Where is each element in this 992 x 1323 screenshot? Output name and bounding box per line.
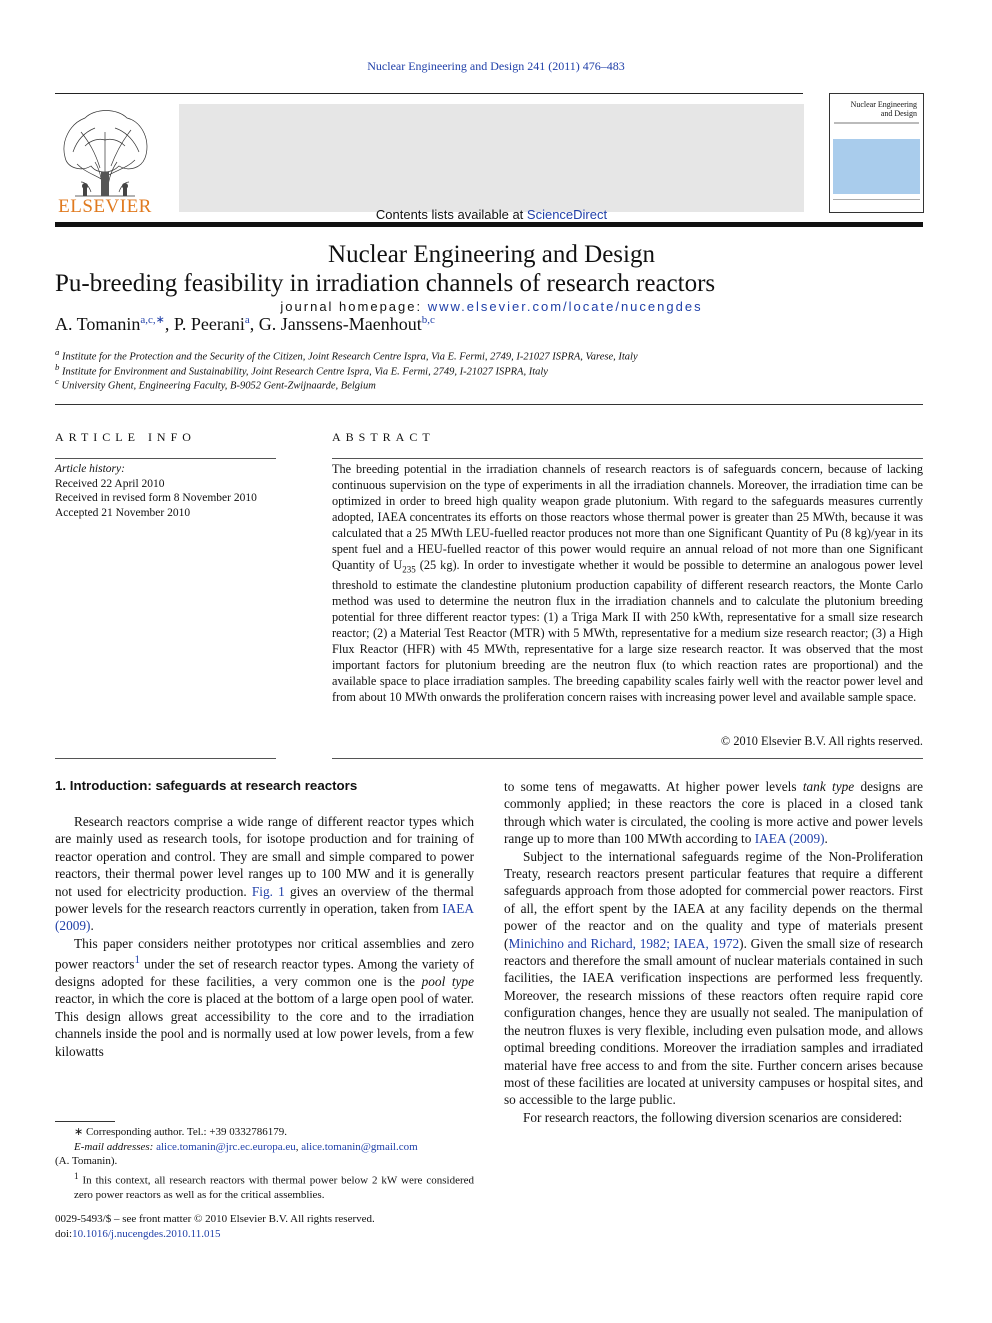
publisher-name: ELSEVIER [58,196,152,217]
citation-link[interactable]: Minichino and Richard, 1982; IAEA, 1972 [508,935,740,951]
elsevier-logo [55,102,155,218]
contents-line: Contents lists available at ScienceDirect [375,207,608,222]
divider [55,758,276,759]
paragraph: Subject to the international safeguards regime of the Non-Proliferation Treaty, research reactors present particular features that require a different safeguards approach from those adopted for commercial power reactors. First of all, the effort spent by the IAEA at any facility depends on the thermal power of the reactor and on the quality and type of materials present (Minichino and Richard, 1982; IAEA, 1972). Given the small size of research reactors and therefore the small amount of nuclear materials contained in such facilities, the IAEA verification inspections are performed less frequently. Moreover, the research missions of these reactors often require rapid core configuration changes, hence they are usually not sealed. The manipulation of the neutron fluxes is very flexible, including even pulsation mode, and allows optimal breeding conditions. Moreover the irradiation samples and irradiated material have free access to and from the site. Further concern arises because most of these facilities are located at university campuses or hospital sites, and so accessible to the large public. [504,848,924,1108]
article-history [55,462,276,520]
journal-homepage: journal homepage: www.elsevier.com/locate/nucengdes [280,299,703,314]
citation-link[interactable]: IAEA (2009) [754,831,825,847]
email-link[interactable]: alice.tomanin@jrc.ec.europa.eu [156,1140,296,1153]
affiliation-c: $^c$ University Ghent, Engineering Faculty, B-9052 Gent-Zwijnaarde, Belgium [55,376,376,392]
affiliation-a: $^a$ Institute for the Protection and the Security of the Citizen, Joint Research Centre Ispra, Via E. Fermi, 2749, I-21027 ISPRA, Varese, Italy [55,347,638,363]
paragraph: to some tens of megawatts. At higher power levels tank type designs are commonly applied; in these reactors the core is placed in a closed tank through which water is circulated, the cooling is more active and power levels range up to more than 100 MWth according to IAEA (2009). [504,779,923,847]
footnote-link[interactable]: 1 [134,954,141,967]
email-link[interactable]: alice.tomanin@gmail.com [301,1140,418,1153]
email-owner: (A. Tomanin). [55,1155,118,1167]
cover-footer [833,199,920,208]
abstract-heading: ABSTRACT [332,430,435,444]
corresponding-author-note: ∗ Corresponding author. Tel.: +39 0332786179. [74,1126,288,1138]
author-affiliation-marks[interactable]: b,c [421,314,435,326]
section-heading: 1. Introduction: safeguards at research reactors [55,778,358,793]
issn-line: 0029-5493/$ – see front matter © 2010 Elsevier B.V. All rights reserved. [55,1213,375,1225]
header-thick-rule [55,222,923,227]
sciencedirect-link[interactable]: ScienceDirect [526,207,608,222]
footnote-1: $^1$ In this context, all research reactors with thermal power below 2 kW were considered zero power reactors as well as for the critical assemblies. [74,1170,474,1201]
author-name[interactable]: A. Tomanin [55,314,141,334]
footnote-rule [55,1121,115,1122]
article-info-heading: ARTICLE INFO [55,430,196,444]
author-list: A. Tomanin$^{a,c,∗}$, P. Peerani$^a$, G. Janssens-Maenhout$^{b,c}$ [55,314,435,334]
journal-name: Nuclear Engineering and Design [328,241,655,268]
divider [55,404,923,405]
paragraph: This paper considers neither prototypes nor critical assemblies and zero power reactors$^1$ under the set of research reactor types. Among the variety of designs adopted for these facilities, a very common one is the pool type reactor, in which the core is placed at the bottom of a large open pool of water. This design allows great accessibility to the core and to the irradiation channels inside the pool and is normally used at low power levels, from a few kilowatts [55,935,474,1059]
divider [55,458,276,459]
revised-date: Received in revised form 8 November 2010 [55,492,257,504]
cover-image [833,139,920,194]
footnotes [55,1125,474,1202]
divider [332,458,923,459]
paragraph: Research reactors comprise a wide range of different reactor types which are mainly used as research tools, for isotope production and for training of reactor operation and control. They are small and simple compared to power reactors, their thermal power level ranges up to 100 MW and it is generally not used for electricity production. Fig. 1 gives an overview of the thermal power levels for the research reactors currently in operation, taken from IAEA (2009). [55,814,474,934]
paragraph: For research reactors, the following diversion scenarios are considered: [523,1109,903,1125]
citation-link[interactable]: IAEA (2009) [55,901,474,934]
journal-cover-thumbnail[interactable] [829,93,924,213]
doi-link[interactable]: 10.1016/j.nucengdes.2010.11.015 [72,1227,221,1240]
history-heading: Article history: [55,463,125,475]
affiliation-b: $^b$ Institute for Environment and Sustainability, Joint Research Centre Ispra, Via E. Fermi, 2749, I-21027 ISPRA, Italy [55,362,548,378]
divider [332,758,923,759]
author-affiliation-marks[interactable]: a [244,314,250,326]
author-name[interactable]: G. Janssens-Maenhout [258,314,422,334]
abstract-copyright: © 2010 Elsevier B.V. All rights reserved. [720,734,923,748]
journal-citation[interactable]: Nuclear Engineering and Design 241 (2011) 476–483 [367,59,625,73]
figure-link[interactable]: Fig. 1 [251,883,285,899]
author-name[interactable]: P. Peerani [173,314,245,334]
header-rule [55,93,803,94]
email-addresses: E-mail addresses: alice.tomanin@jrc.ec.europa.eu, alice.tomanin@gmail.com [74,1140,418,1153]
cover-subtitle-line [834,122,919,124]
author-affiliation-marks[interactable]: a,c,∗ [140,314,165,326]
accepted-date: Accepted 21 November 2010 [55,506,191,519]
body-column-right [504,778,923,1126]
received-date: Received 22 April 2010 [55,477,165,490]
abstract-text: The breeding potential in the irradiation channels of research reactors is of safeguards concern, because of lacking continuous supervision on the type of experiments in all the irradiation channels. Moreover, the irradiation time can be optimized in order to breed high quality weapon grade plutonium. With regard to the safeguards measures currently adopted, IAEA concentrates its efforts on those reactors whose thermal power is greater than 25 MWth, because it was calculated that a 25 MWth LEU-fuelled reactor produces not more than one Significant Quantity of Pu (8 kg)/year in its spent fuel and a HEU-fuelled reactor of this power would require an annual reload of not more than one Significant Quantity of $U_{235}$ (25 kg). In order to investigate whether it would be possible to determine an analogous power level threshold to estimate the clandestine plutonium production capability of different research reactors, the Monte Carlo method was used to determine the neutron flux in the irradiation channels and to calculate the plutonium breeding potential for three different reactor types: (1) a Triga Mark II with 250 kWth, representative for a small size research reactor; (2) a Material Test Reactor (MTR) with 5 MWth, representative for a medium size research reactor; (3) a High Flux Reactor (HFR) with 45 MWth, representative for a large size research reactor. It was observed that the most important factors for plutonium breeding are the neutron flux (to which reaction rates are proportional) and the available space to place irradiation samples. The breeding capability scales fairly well with the reactor power level and from about 10 MWth onwards the proliferation concern raises with increasing power level and available sample space. [332,462,923,704]
front-matter [55,1212,375,1241]
doi-line: doi:10.1016/j.nucengdes.2010.11.015 [55,1227,221,1240]
cover-title: Nuclear Engineering and Design [850,100,917,118]
article-title: Pu-breeding feasibility in irradiation channels of research reactors [55,270,716,297]
body-column-left [55,813,474,1060]
homepage-link[interactable]: www.elsevier.com/locate/nucengdes [427,299,703,314]
